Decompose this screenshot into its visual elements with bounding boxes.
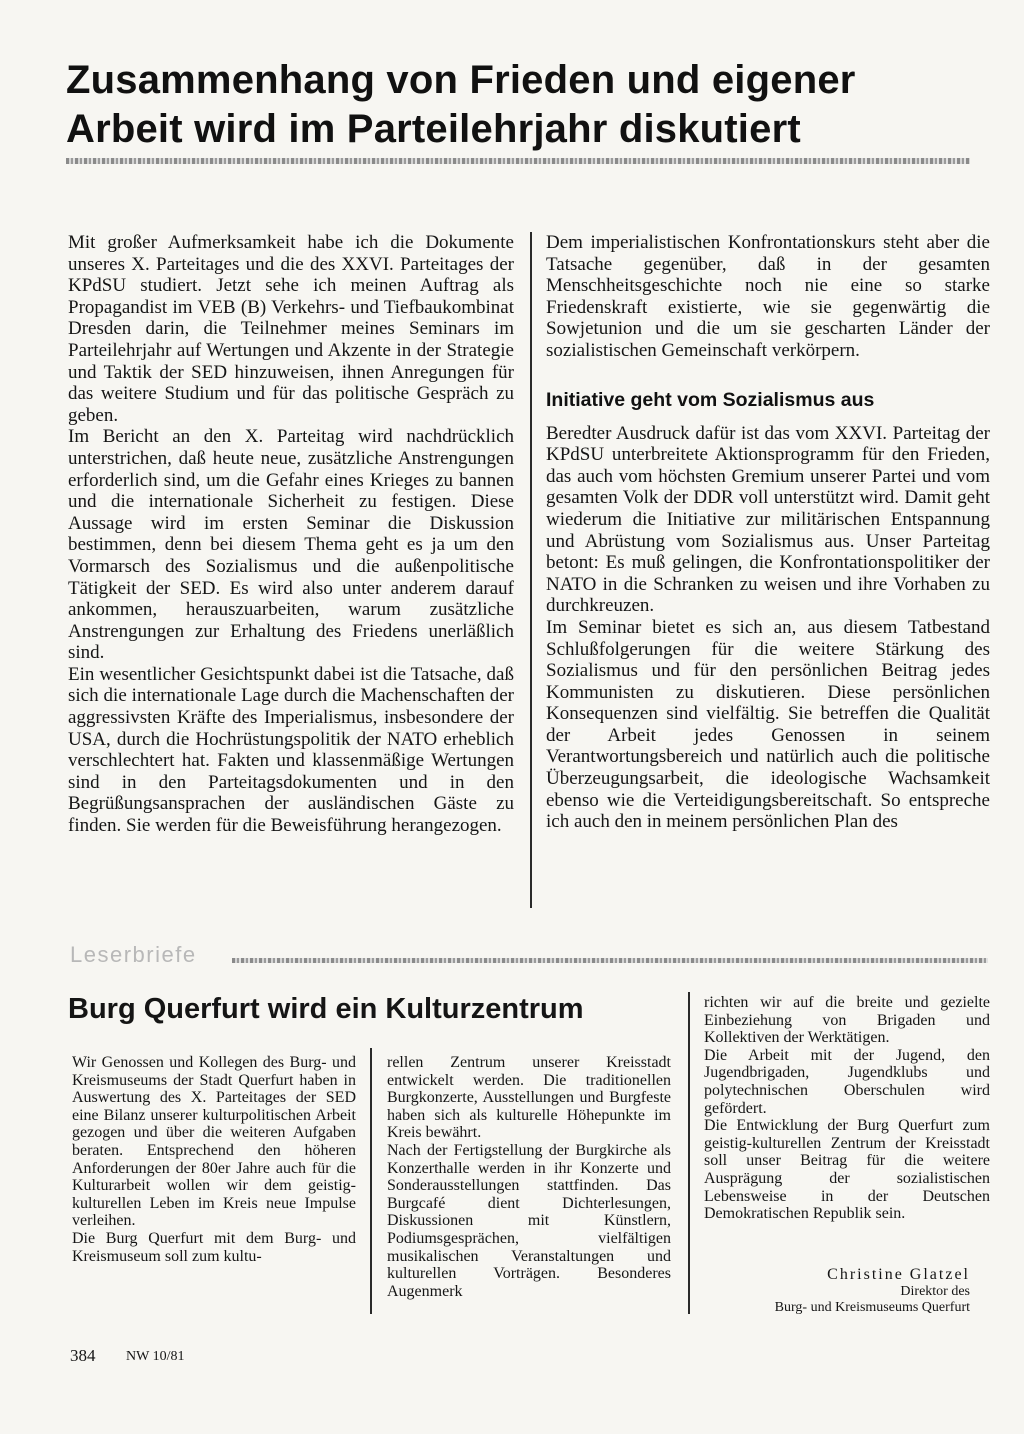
letter-column-1: [72, 1054, 356, 1265]
article-paragraph: Beredter Ausdruck dafür ist das vom XXVI. Parteitag der KPdSU unterbreitete Aktionsprogramm für den Frieden, das auch vom höchsten Gremium unserer Partei und vom gesamten Volk der DDR voll unterstützt wird. Damit geht wiederum die Initiative zur militärischen Entspannung und Abrüstung vom Sozialismus aus. Unser Parteitag betont: Es muß gelingen, die Konfrontationspolitiker der NATO in die Schranken zu weisen und ihre Vorhaben zu durchkreuzen.: [546, 422, 990, 617]
article-column-1: [68, 232, 514, 837]
letter-paragraph: Die Entwicklung der Burg Querfurt zum geistig-kulturellen Zentrum der Kreisstadt soll unser Beitrag für die weitere Ausprägung der sozialistischen Lebensweise in der Deutschen Demokratischen Republik sein.: [704, 1117, 990, 1223]
issue-label: NW 10/81: [126, 1349, 185, 1364]
headline-rule: [66, 158, 970, 164]
page-number: 384: [70, 1346, 96, 1365]
section-subheading: Initiative geht vom Sozialismus aus: [546, 388, 875, 411]
letter-paragraph: Nach der Fertigstellung der Burgkirche als Konzerthalle werden in ihr Konzerte und Sonderausstellungen stattfinden. Das Burgcafé dient Dichterlesungen, Diskussionen mit Künstlern, Podiumsgesprächen, vielfältigen musikalischen Veranstaltungen und kulturellen Vorträgen. Besonderes Augenmerk: [387, 1141, 671, 1300]
letter-paragraph: Die Burg Querfurt mit dem Burg- und Kreismuseum soll zum kultu-: [72, 1229, 356, 1265]
letter-signature: [670, 1266, 970, 1316]
article-column-2: [546, 232, 990, 833]
letter-paragraph: Wir Genossen und Kollegen des Burg- und Kreismuseums der Stadt Querfurt haben in Auswertung des X. Parteitages der SED eine Bilanz unserer kulturpolitischen Arbeit gezogen und über die weiteren Aufgaben beraten. Entsprechend den höheren Anforderungen der 80er Jahre auch für die Kulturarbeit wollen wir dem geistig-kulturellen Leben im Kreis neue Impulse verleihen.: [72, 1054, 356, 1230]
headline-line-2: Arbeit wird im Parteilehrjahr diskutiert: [66, 107, 801, 151]
letter-headline: Burg Querfurt wird ein Kulturzentrum: [68, 993, 584, 1025]
letter-column-3: [704, 994, 990, 1223]
letter-column-divider: [370, 1048, 372, 1314]
article-paragraph: Mit großer Aufmerksamkeit habe ich die Dokumente unseres X. Parteitages und die des XXVI. Parteitages der KPdSU studiert. Jetzt sehe ich meinen Auftrag als Propagandist im VEB (B) Verkehrs- und Tiefbaukombinat Dresden darin, die Teilnehmer meines Seminars im Parteilehrjahr auf Wertungen und Akzente in der Strategie und Taktik der SED hinzuweisen, ihnen Anregungen für das weitere Studium und für das politische Gespräch zu geben.: [68, 232, 514, 426]
section-rule: [232, 958, 988, 963]
letter-column-2: [387, 1054, 671, 1300]
author-name: Christine Glatzel: [827, 1266, 970, 1283]
author-role: Direktor des: [900, 1284, 970, 1299]
article-headline: [66, 56, 966, 154]
section-label-leserbriefe: Leserbriefe: [70, 942, 197, 967]
headline-line-1: Zusammenhang von Frieden und eigener: [66, 58, 856, 102]
column-divider: [530, 232, 532, 908]
author-institution: Burg- und Kreismuseums Querfurt: [774, 1300, 970, 1315]
article-paragraph: Dem imperialistischen Konfrontationskurs steht aber die Tatsache gegenüber, daß in der gesamten Menschheitsgeschichte noch nie eine so starke Friedenskraft existierte, wie sie gegenwärtig die Sowjetunion und die um sie gescharten Länder der sozialistischen Gemeinschaft verkörpern.: [546, 232, 990, 361]
letter-paragraph: richten wir auf die breite und gezielte Einbeziehung von Brigaden und Kollektiven der Werktätigen.: [704, 994, 990, 1047]
article-paragraph: Ein wesentlicher Gesichtspunkt dabei ist die Tatsache, daß sich die internationale Lage durch die Machenschaften der aggressivsten Kräfte des Imperialismus, insbesondere der USA, durch die Hochrüstungspolitik der NATO erheblich verschlechtert hat. Fakten und klassenmäßige Wertungen sind in den Parteitagsdokumenten und in den Begrüßungsansprachen der ausländischen Gäste zu finden. Sie werden für die Beweisführung herangezogen.: [68, 663, 514, 837]
article-paragraph: Im Seminar bietet es sich an, aus diesem Tatbestand Schlußfolgerungen für die weitere Stärkung des Sozialismus und für den persönlichen Beitrag jedes Kommunisten zu diskutieren. Diese persönlichen Konsequenzen sind vielfältig. Sie betreffen die Qualität der Arbeit jedes Genossen in seinem Verantwortungsbereich und natürlich auch die politische Überzeugungsarbeit, die ideologische Wachsamkeit ebenso wie die Verteidigungsbereitschaft. So entspreche ich auch den in meinem persönlichen Plan des: [546, 616, 990, 833]
letter-paragraph: rellen Zentrum unserer Kreisstadt entwickelt werden. Die traditionellen Burgkonzerte, Ausstellungen und Burgfeste haben sich als kulturelle Höhepunkte im Kreis bewährt.: [387, 1054, 671, 1142]
letter-paragraph: Die Arbeit mit der Jugend, den Jugendbrigaden, Jugendklubs und polytechnischen Oberschulen wird gefördert.: [704, 1046, 990, 1117]
article-paragraph: Im Bericht an den X. Parteitag wird nachdrücklich unterstrichen, daß heute neue, zusätzliche Anstrengungen erforderlich sind, um die Gefahr eines Krieges zu bannen und die internationale Sicherheit zu festigen. Diese Aussage wird im ersten Seminar die Diskussion bestimmen, denn bei diesem Thema geht es ja um den Vormarsch des Sozialismus und die außenpolitische Tätigkeit der SED. Es wird also unter anderem darauf ankommen, herauszuarbeiten, warum zusätzliche Anstrengungen zur Erhaltung des Friedens unerläßlich sind.: [68, 426, 514, 664]
